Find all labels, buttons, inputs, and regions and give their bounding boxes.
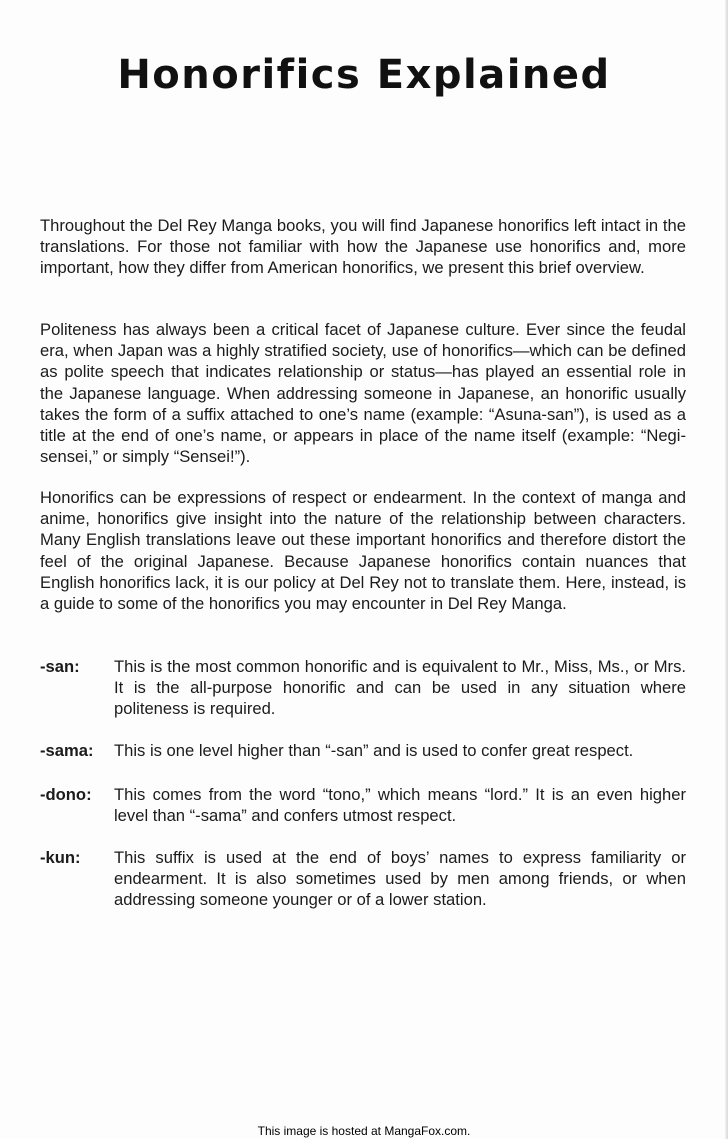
term-definition: This is one level higher than “-san” and is used to confer great respect. (114, 741, 634, 760)
term-definition: This comes from the word “tono,” which means “lord.” It is an even higher level than “-sama” and confers utmost respect. (114, 785, 686, 826)
term-definition: This suffix is used at the end of boys’ names to express familiarity or endearment. It is also sometimes used by men among friends, or when addressing someone younger or of a lower station. (114, 848, 686, 910)
term-label: -dono: (40, 785, 92, 804)
term-definition: This is the most common honorific and is equivalent to Mr., Miss, Ms., or Mrs. It is the all-purpose honorific and can be used in any situation where politeness is required. (114, 657, 686, 719)
politeness-paragraph: Politeness has always been a critical facet of Japanese culture. Ever since the feudal era, when Japan was a highly stratified society, use of honorifics—which can be defined as polite speech that indicates relationship or status—has played an essential role in the Japanese language. When addressing someone in Japanese, an honorific usually takes the form of a suffix attached to one’s name (example: “Asuna-san”), is used as a title at the end of one’s name, or appears in place of the name itself (example: “Negi-sensei,” or simply “Sensei!”). (40, 320, 686, 467)
term-label: -kun: (40, 848, 81, 867)
intro-paragraph: Throughout the Del Rey Manga books, you will find Japanese honorifics left intact in the translations. For those not familiar with how the Japanese use honorifics and, more important, how they differ from American honorifics, we present this brief overview. (40, 216, 686, 278)
hosting-footer: This image is hosted at MangaFox.com. (257, 1124, 471, 1138)
term-label: -san: (40, 657, 80, 676)
term-label: -sama: (40, 741, 94, 760)
respect-paragraph: Honorifics can be expressions of respect or endearment. In the context of manga and anime, honorifics give insight into the nature of the relationship between characters. Many English translations leave out these important honorifics and therefore distort the feel of the original Japanese. Because Japanese honorifics contain nuances that English honorifics lack, it is our policy at Del Rey not to translate them. Here, instead, is a guide to some of the honorifics you may encounter in Del Rey Manga. (40, 488, 686, 614)
page-title: Honorifics Explained (117, 52, 611, 98)
